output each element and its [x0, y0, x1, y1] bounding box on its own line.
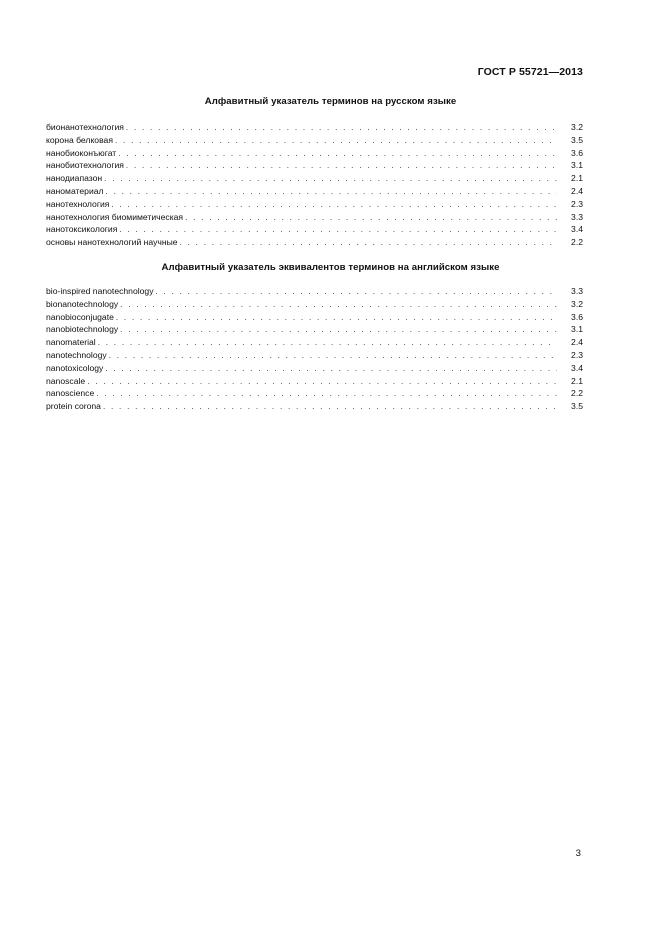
index-term: nanoscale	[46, 375, 86, 386]
index-reference: 3.6	[571, 311, 583, 322]
index-term: bio-inspired nanotechnology	[46, 286, 154, 296]
index-term: бионанотехнология	[46, 122, 124, 132]
index-reference: 3.6	[571, 147, 583, 158]
index-term: nanotoxicology	[46, 362, 104, 373]
index-entry	[46, 298, 583, 311]
index-entry	[46, 172, 583, 185]
index-reference: 3.2	[571, 298, 583, 309]
index-reference: 3.3	[571, 286, 583, 296]
index-term: нанотехнология биомиметическая	[46, 211, 184, 222]
dot-leader	[104, 173, 557, 186]
index-term: нанотоксикология	[46, 224, 118, 235]
index-reference: 3.4	[571, 224, 583, 235]
english-index-title: Алфавитный указатель эквивалентов терминов на английском языке	[161, 262, 500, 273]
index-term: nanotechnology	[46, 349, 107, 360]
dot-leader	[120, 299, 557, 312]
dot-leader	[98, 337, 557, 350]
dot-leader	[126, 122, 557, 135]
index-reference: 2.1	[571, 375, 583, 386]
russian-index-list	[46, 121, 583, 249]
index-entry	[46, 323, 583, 336]
index-term: bionanotechnology	[46, 298, 119, 309]
dot-leader	[116, 312, 557, 325]
index-reference: 2.2	[571, 388, 583, 399]
index-term: нанобиоконъюгат	[46, 147, 117, 158]
dot-leader	[115, 135, 557, 148]
index-entry	[46, 336, 583, 349]
index-reference: 2.1	[571, 173, 583, 184]
index-entry	[46, 159, 583, 172]
dot-leader	[156, 286, 558, 299]
index-reference: 3.2	[571, 122, 583, 132]
index-term: нанотехнология	[46, 198, 110, 209]
index-reference: 3.5	[571, 401, 583, 412]
index-term: нанодиапазон	[46, 173, 103, 184]
index-term: nanobiotechnology	[46, 324, 119, 335]
dot-leader	[109, 350, 557, 363]
index-reference: 2.4	[571, 185, 583, 196]
dot-leader	[180, 237, 557, 250]
index-entry	[46, 147, 583, 160]
index-entry	[46, 121, 583, 134]
index-entry	[46, 375, 583, 388]
dot-leader	[103, 401, 557, 414]
index-entry	[46, 311, 583, 324]
index-reference: 3.5	[571, 134, 583, 145]
index-term: nanobioconjugate	[46, 311, 114, 322]
dot-leader	[185, 212, 557, 225]
index-reference: 2.4	[571, 337, 583, 348]
index-term: nanomaterial	[46, 337, 96, 348]
index-entry	[46, 198, 583, 211]
index-reference: 3.1	[571, 160, 583, 171]
index-entry	[46, 211, 583, 224]
index-term: наноматериал	[46, 185, 104, 196]
index-term: корона белковая	[46, 134, 113, 145]
index-entry	[46, 387, 583, 400]
page-number: 3	[575, 848, 581, 859]
index-reference: 2.2	[571, 237, 583, 248]
english-index-list	[46, 285, 583, 413]
index-entry	[46, 285, 583, 298]
index-entry	[46, 134, 583, 147]
dot-leader	[120, 324, 557, 337]
index-reference: 3.3	[571, 211, 583, 222]
index-entry	[46, 349, 583, 362]
index-term: protein corona	[46, 401, 101, 412]
dot-leader	[119, 224, 557, 237]
index-term: основы нанотехнологий научные	[46, 237, 178, 248]
index-entry	[46, 400, 583, 413]
index-term: нанобиотехнология	[46, 160, 124, 171]
index-reference: 3.4	[571, 362, 583, 373]
dot-leader	[96, 388, 557, 401]
index-reference: 2.3	[571, 349, 583, 360]
index-reference: 2.3	[571, 198, 583, 209]
index-entry	[46, 236, 583, 249]
index-term: nanoscience	[46, 388, 95, 399]
russian-index-title: Алфавитный указатель терминов на русском языке	[204, 96, 457, 107]
dot-leader	[118, 148, 557, 161]
index-reference: 3.1	[571, 324, 583, 335]
index-entry	[46, 223, 583, 236]
dot-leader	[105, 363, 557, 376]
dot-leader	[106, 186, 557, 199]
dot-leader	[87, 376, 557, 389]
dot-leader	[126, 160, 557, 173]
index-entry	[46, 362, 583, 375]
standard-designation: ГОСТ Р 55721—2013	[477, 66, 583, 78]
index-entry	[46, 185, 583, 198]
